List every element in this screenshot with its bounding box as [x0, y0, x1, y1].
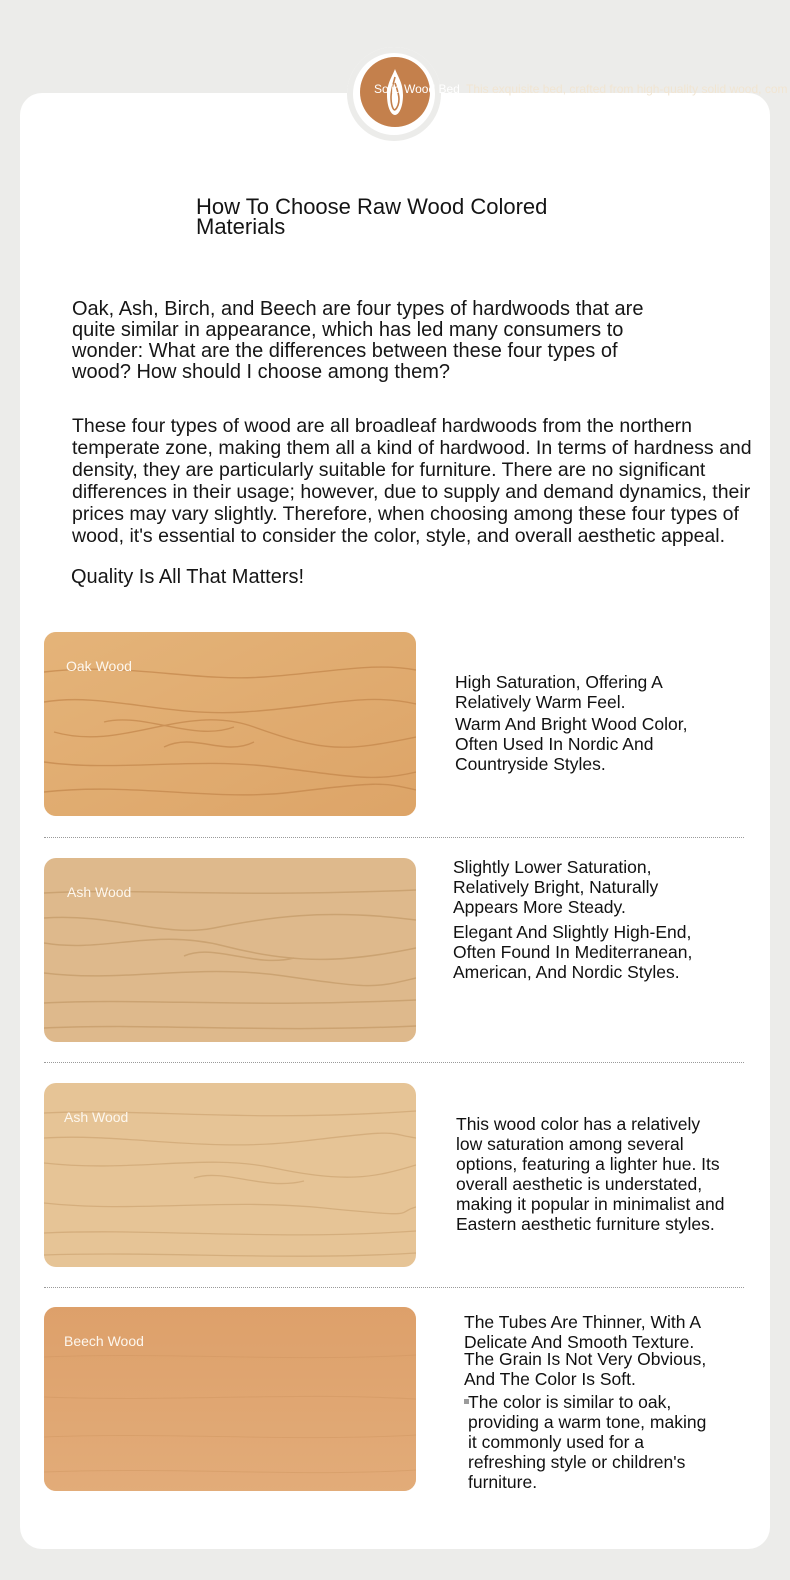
description-line: This wood color has a relatively low saturation among several options, featuring a lighter hue. Its overall aesthetic is understated, making it popular in minimalist and Eastern aesthetic furniture styles.	[456, 1114, 725, 1234]
oak-wood-swatch	[44, 632, 416, 816]
description-line: Slightly Lower Saturation, Relatively Bright, Naturally Appears More Steady.	[453, 857, 659, 917]
description-bullet	[464, 1392, 712, 1492]
description-line: The Tubes Are Thinner, With A Delicate And Smooth Texture.	[464, 1312, 701, 1352]
swatch-label: Ash Wood	[67, 884, 132, 900]
swatch-label: Oak Wood	[66, 658, 132, 674]
beech-wood-swatch	[44, 1307, 416, 1491]
ash-wood-light-description	[456, 1114, 726, 1234]
description-line: The Grain Is Not Very Obvious, And The Color Is Soft.	[464, 1349, 707, 1389]
description-line: The color is similar to oak, providing a warm tone, making it commonly used for a refreshing style or children's furniture.	[468, 1392, 707, 1492]
description-line: Warm And Bright Wood Color, Often Used In Nordic And Countryside Styles.	[455, 714, 688, 774]
page-title: How To Choose Raw Wood Colored Materials	[196, 194, 548, 239]
beech-wood-description	[464, 1312, 720, 1492]
ash-wood-swatch	[44, 858, 416, 1042]
section-divider	[44, 837, 744, 838]
badge-tagline: This exquisite bed, crafted from high-quality solid wood, com	[466, 82, 788, 96]
intro-paragraph: Oak, Ash, Birch, and Beech are four types of hardwoods that are quite similar in appearance, which has led many consumers to wonder: What are the differences between these four types of wood? How should I choose among them?	[72, 298, 644, 383]
body-paragraph: These four types of wood are all broadleaf hardwoods from the northern temperate zone, making them all a kind of hardwood. In terms of hardness and density, they are particularly suitable for furniture. There are no significant differences in their usage; however, due to supply and demand dynamics, their prices may vary slightly. Therefore, when choosing among these four types of wood, it's essential to consider the color, style, and overall aesthetic appeal.	[72, 415, 752, 547]
section-divider	[44, 1287, 744, 1288]
badge-title: Solid Wood Bed	[374, 82, 460, 96]
description-line: High Saturation, Offering A Relatively Warm Feel.	[455, 672, 662, 712]
swatch-label: Ash Wood	[64, 1109, 129, 1125]
oak-wood-description	[455, 672, 705, 774]
ash-wood-light-swatch	[44, 1083, 416, 1267]
ash-wood-description	[453, 857, 695, 982]
description-line: Elegant And Slightly High-End, Often Found In Mediterranean, American, And Nordic Styles.	[453, 922, 693, 982]
swatch-label: Beech Wood	[64, 1333, 144, 1349]
quality-tagline: Quality Is All That Matters!	[71, 566, 305, 588]
section-divider	[44, 1062, 744, 1063]
